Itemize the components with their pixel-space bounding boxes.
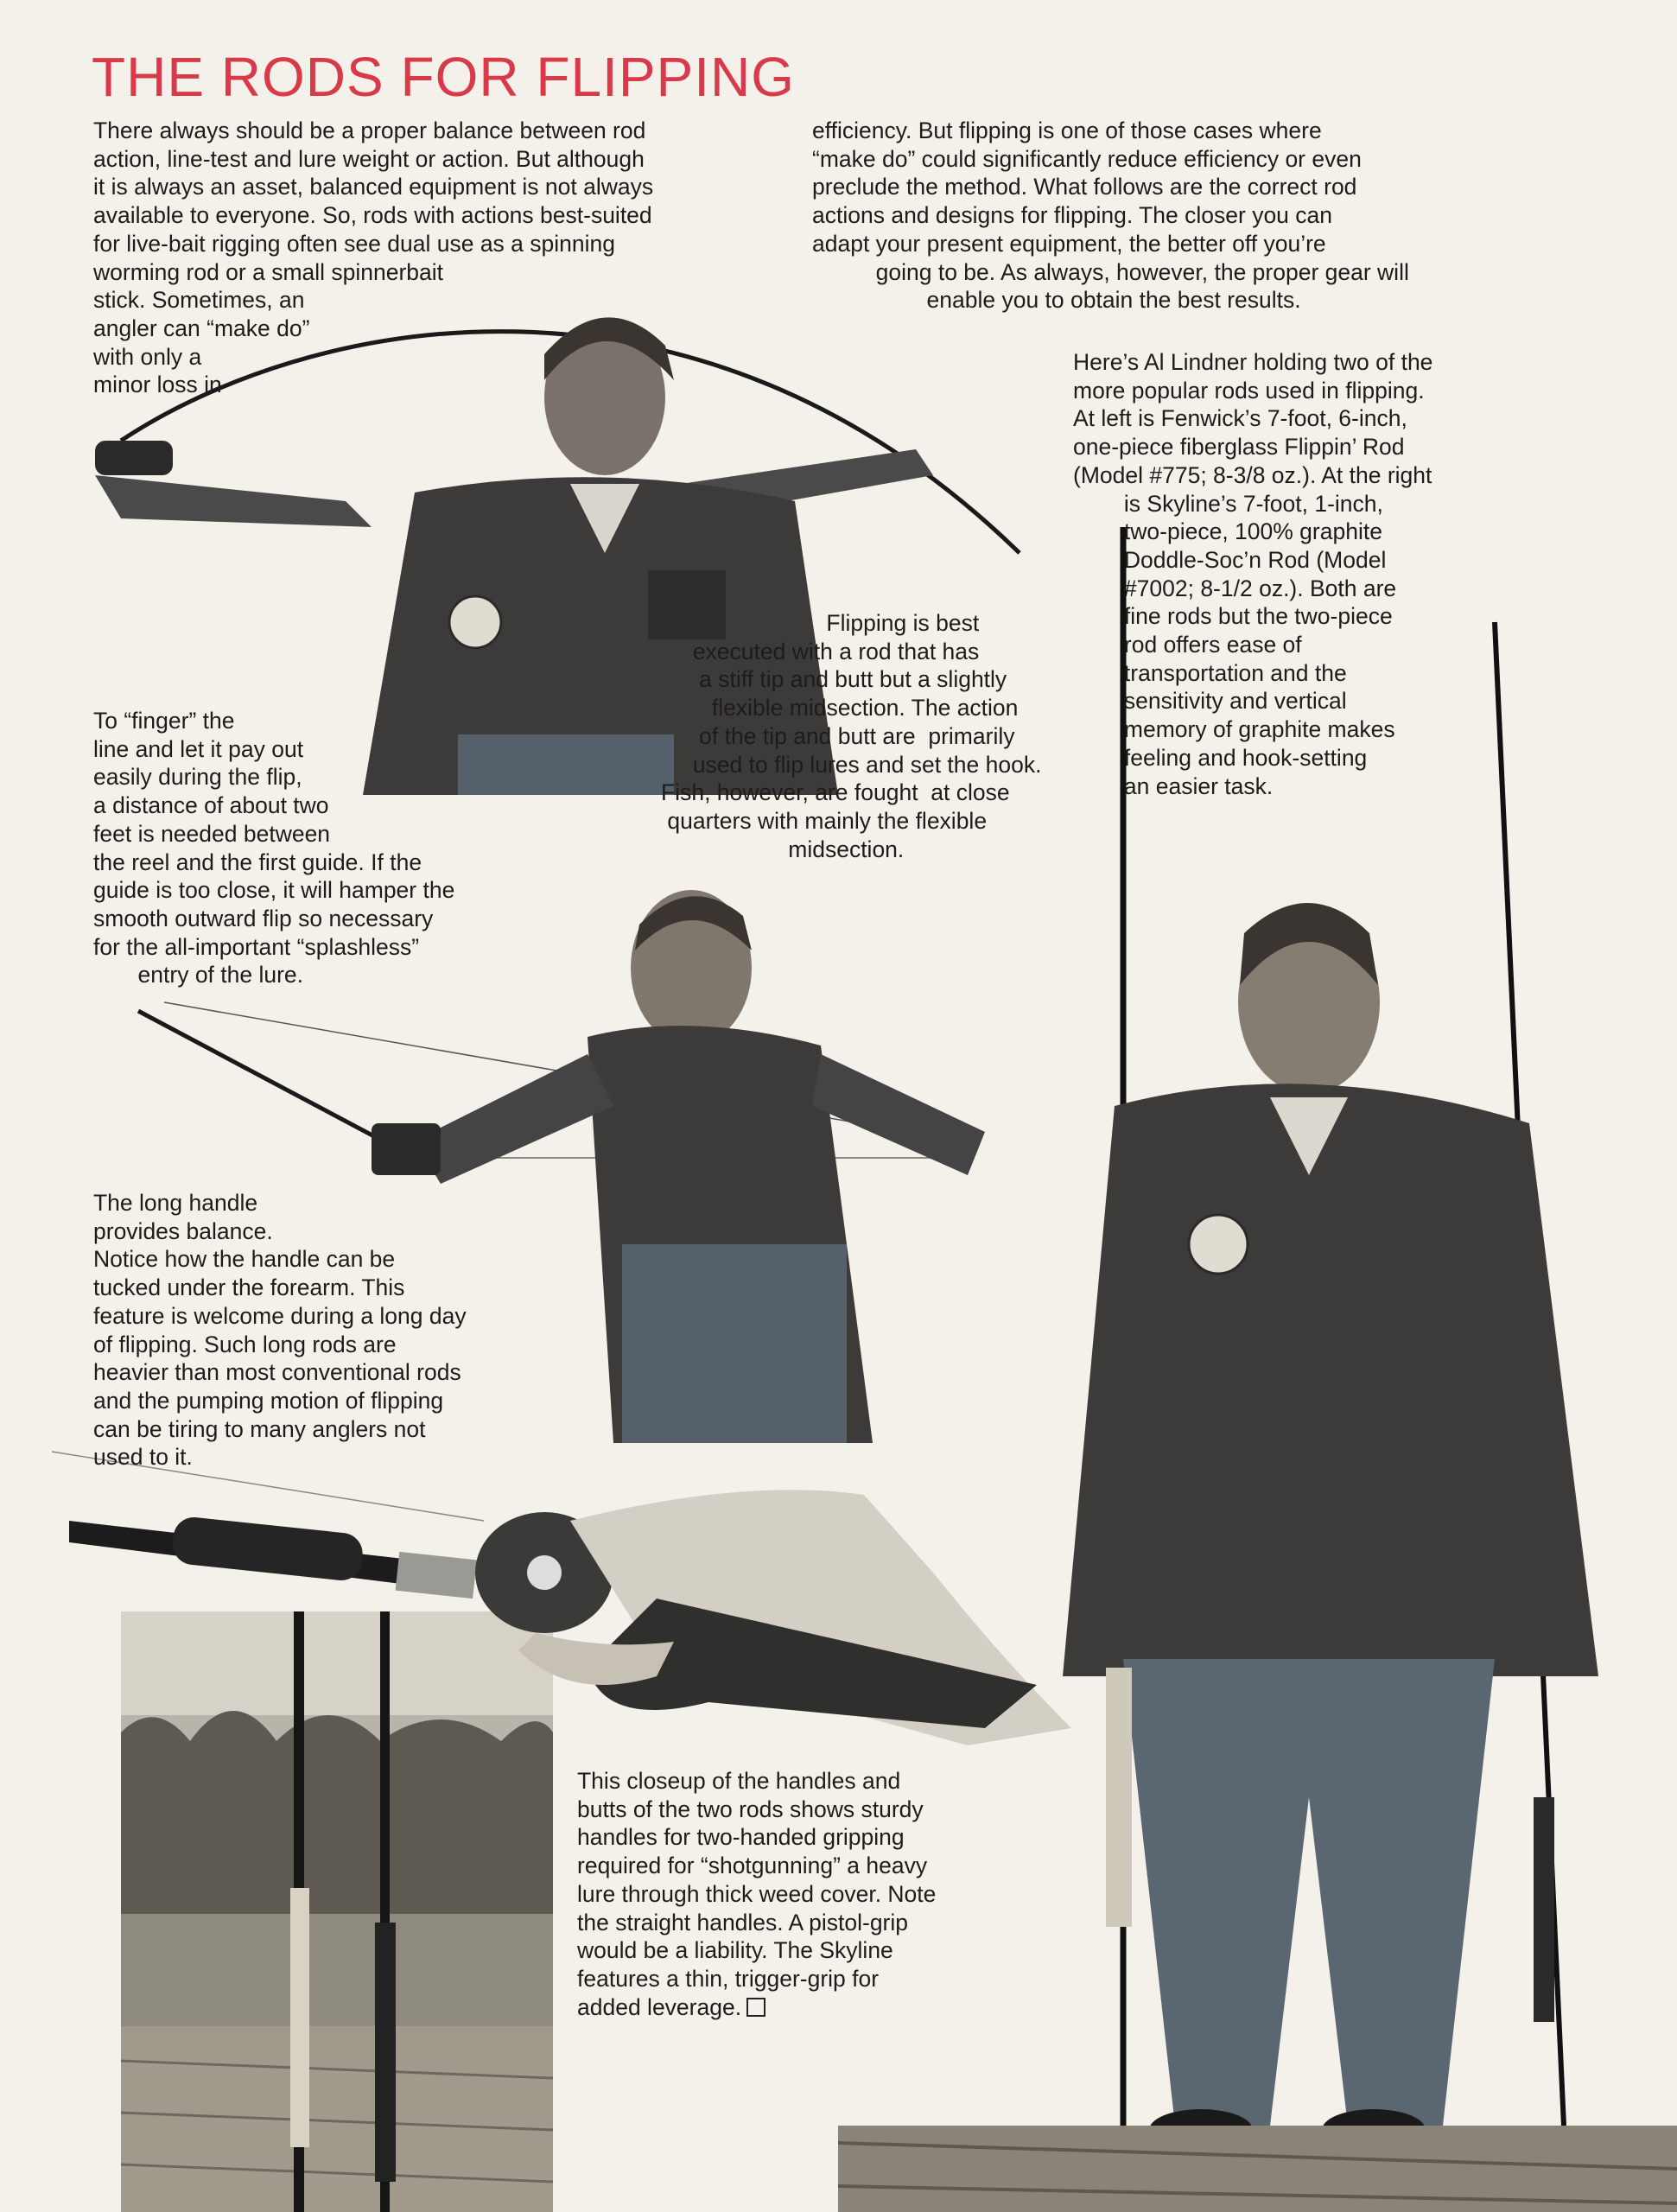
closeup-caption: This closeup of the handles and butts of the two rods shows sturdy handles for two-handed gripping required for “shotgunning” a heavy lure through thick weed cover. Note the straight handles. A pistol-grip would be a liability. The Skyline features a thin, trigger-grip for added leverage.: [577, 1768, 937, 2020]
closeup-caption-block: [577, 1767, 936, 2021]
end-mark-box: [746, 1998, 765, 2017]
finger-caption: To “finger” the line and let it pay out easily during the flip, a distance of about two feet is needed between the reel and the first guide. If the guide is too close, it will hamper the smooth outward flip so necessary for the all-important “splashless” entry of the lure.: [93, 708, 455, 988]
article-title: THE RODS FOR FLIPPING: [92, 46, 795, 108]
lindner-caption: Here’s Al Lindner holding two of the more popular rods used in flipping. At left is Fenwick’s 7-foot, 6-inch, one-piece fiberglass Flippin’ Rod (Model #775; 8-3/8 oz.). At the right is Skyline’s 7-foot, 1-inch, two-piece, 100% graphite Doddle-Soc’n Rod (Model #7002; 8-1/2 oz.). Both are fine rods but the two-piece rod offers ease of transportation and the sensitivity and vertical memory of graphite makes feeling and hook-setting an easier task.: [1073, 349, 1433, 799]
intro-right-column: efficiency. But flipping is one of those cases where “make do” could significantly reduce efficiency or even preclude the method. What follows are the correct rod actions and designs for flipping. The closer you can adapt your present equipment, the better off you’re going to be. As always, however, the proper gear will enable you to obtain the best results.: [812, 118, 1409, 314]
reel-and-hand-closeup-photo: [52, 1443, 1123, 1745]
handle-caption: The long handle provides balance. Notice how the handle can be tucked under the forearm. This feature is welcome during a long day of flipping. Such long rods are heavier than most conventional rods and the pumping motion of flipping can be tiring to many anglers not used to it.: [93, 1190, 467, 1471]
flipping-caption: Flipping is best executed with a rod that has a stiff tip and butt but a slightly flexible midsection. The action of the tip and butt are primarily used to flip lures and set the hook. Fish, however, are fought at close quarters with mainly the flexible midsection.: [661, 610, 1042, 862]
intro-left-column: There always should be a proper balance between rod action, line-test and lure weight or action. But although it is always an asset, balanced equipment is not always available to everyone. So, rods with actions best-suited for live-bait rigging often see dual use as a spinning worming rod or a small spinnerbait stick. Sometimes, an angler can “make do” with only a minor loss in: [93, 118, 654, 398]
